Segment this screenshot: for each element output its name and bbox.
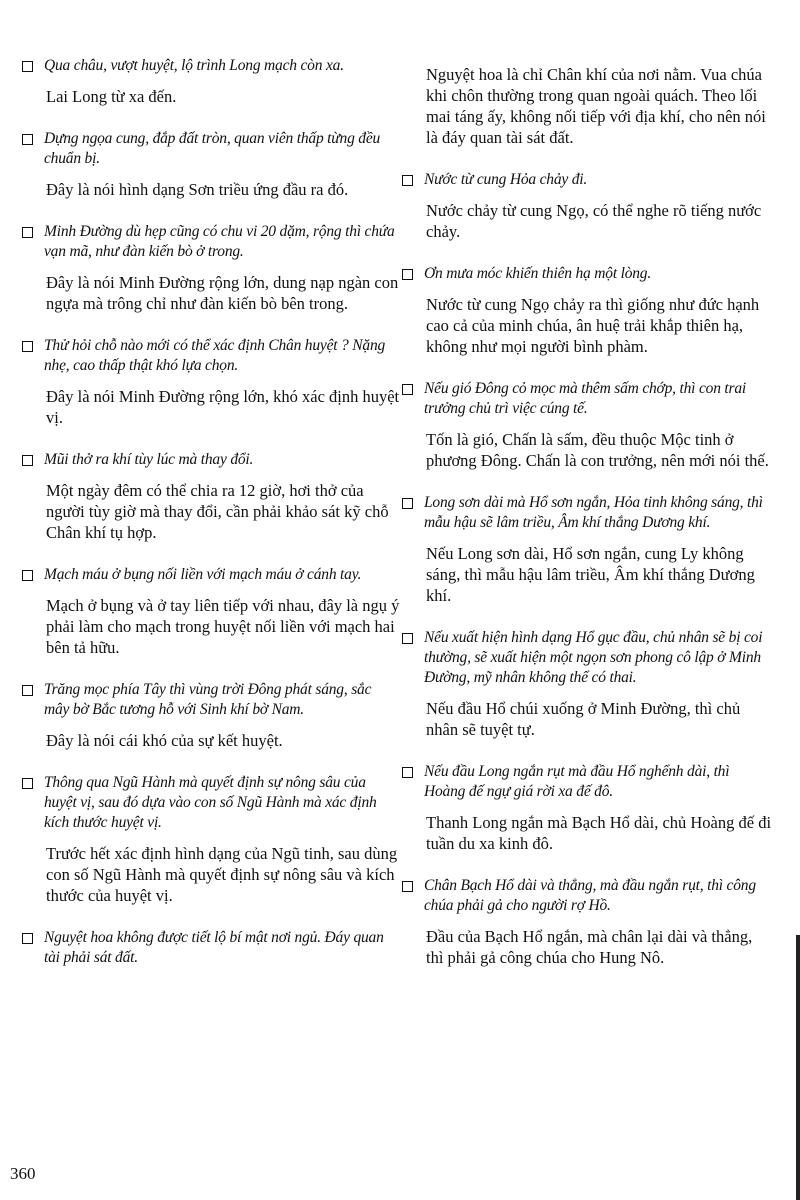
entry-12 — [402, 379, 772, 471]
entry-question: Nếu gió Đông cỏ mọc mà thêm sấm chớp, thì con trai trưởng chủ trì việc cúng tế. — [424, 380, 747, 417]
page-edge-shadow — [796, 935, 800, 1200]
checkbox-icon — [402, 498, 413, 509]
checkbox-icon — [402, 881, 413, 892]
entry-answer: Đây là nói cái khó của sự kết huyệt. — [46, 731, 283, 750]
checkbox-icon — [22, 455, 33, 466]
entry-8 — [22, 773, 400, 906]
entry-5 — [22, 450, 400, 543]
entry-answer: Nước từ cung Ngọ chảy ra thì giống như đức hạnh cao cả của minh chúa, ân huệ trải khắp thiên hạ, không như mọi người bình phàm. — [426, 295, 760, 356]
entry-question: Trăng mọc phía Tây thì vùng trời Đông phát sáng, sắc mây bờ Bắc tương hỗ với Sinh khí bờ Nam. — [44, 681, 372, 718]
entry-1 — [22, 56, 400, 107]
entry-15 — [402, 762, 772, 854]
entry-question: Mạch máu ở bụng nối liền với mạch máu ở cánh tay. — [44, 566, 362, 583]
entry-question: Nếu xuất hiện hình dạng Hổ gục đầu, chủ nhân sẽ bị coi thường, sẽ xuất hiện một ngọn sơn phong cô lập ở Minh Đường, mỹ nhân không thể có thai. — [424, 629, 763, 686]
entry-answer: Mạch ở bụng và ở tay liên tiếp với nhau, đây là ngụ ý phải làm cho mạch trong huyệt nối liền với mạch hai bên tả hữu. — [46, 596, 400, 657]
entry-answer: Đầu của Bạch Hổ ngắn, mà chân lại dài và thẳng, thì phải gả công chúa cho Hung Nô. — [426, 927, 753, 967]
entry-question: Nguyệt hoa không được tiết lộ bí mật nơi ngủ. Đáy quan tài phải sát đất. — [44, 929, 384, 966]
checkbox-icon — [22, 134, 33, 145]
entry-question: Minh Đường dù hẹp cũng có chu vi 20 dặm, rộng thì chứa vạn mã, như đàn kiến bò ở trong. — [44, 223, 395, 260]
entry-question: Chân Bạch Hổ dài và thẳng, mà đầu ngắn rụt, thì công chúa phải gả cho người rợ Hồ. — [424, 877, 756, 914]
entry-9 — [22, 928, 400, 968]
entry-7 — [22, 680, 400, 751]
checkbox-icon — [402, 269, 413, 280]
entry-answer: Đây là nói hình dạng Sơn triều ứng đầu ra đó. — [46, 180, 349, 199]
checkbox-icon — [22, 341, 33, 352]
entry-13 — [402, 493, 772, 606]
entry-question: Mũi thở ra khí tùy lúc mà thay đổi. — [44, 451, 254, 468]
continued-answer: Nguyệt hoa là chỉ Chân khí của nơi nằm. Vua chúa khi chôn thường trong quan ngoài quách. Theo lối mai táng ấy, không nối tiếp với địa khí, cho nên nói là đáy quan tài sát đất. — [426, 65, 766, 147]
entry-question: Ơn mưa móc khiến thiên hạ một lòng. — [424, 265, 652, 282]
checkbox-icon — [22, 685, 33, 696]
entry-answer: Thanh Long ngắn mà Bạch Hổ dài, chủ Hoàng đế đi tuần du xa kinh đô. — [426, 813, 772, 853]
entry-answer: Tốn là gió, Chấn là sấm, đều thuộc Mộc tinh ở phương Đông. Chấn là con trưởng, nên mới nói thế. — [426, 430, 769, 470]
entry-question: Long sơn dài mà Hổ sơn ngắn, Hỏa tinh không sáng, thì mẫu hậu sẽ lâm triều, Âm khí thắng Dương khí. — [424, 494, 763, 531]
entry-6 — [22, 565, 400, 658]
entry-answer: Đây là nói Minh Đường rộng lớn, dung nạp ngàn con ngựa mà trông chỉ như đàn kiến bò bên trong. — [46, 273, 399, 313]
entry-3 — [22, 222, 400, 314]
entry-question: Dựng ngọa cung, đắp đất tròn, quan viên thấp từng đều chuẩn bị. — [44, 130, 381, 167]
entry-4 — [22, 336, 400, 428]
checkbox-icon — [22, 933, 33, 944]
entry-16 — [402, 876, 772, 968]
entry-answer: Nước chảy từ cung Ngọ, có thể nghe rõ tiếng nước chảy. — [426, 201, 762, 241]
checkbox-icon — [402, 767, 413, 778]
entry-2 — [22, 129, 400, 200]
checkbox-icon — [402, 384, 413, 395]
entry-question: Thông qua Ngũ Hành mà quyết định sự nông sâu của huyệt vị, sau đó dựa vào con số Ngũ Hành mà xác định kích thước huyệt vị. — [44, 774, 377, 831]
entry-answer: Đây là nói Minh Đường rộng lớn, khó xác định huyệt vị. — [46, 387, 400, 427]
entry-answer: Lai Long từ xa đến. — [46, 87, 177, 106]
entry-answer: Một ngày đêm có thể chia ra 12 giờ, hơi thở của người tùy giờ mà thay đổi, cần phải khảo sát kỹ chỗ Chân khí tụ hợp. — [46, 481, 389, 542]
right-column — [402, 56, 772, 990]
entry-answer: Nếu đầu Hổ chúi xuống ở Minh Đường, thì chủ nhân sẽ tuyệt tự. — [426, 699, 741, 739]
page-number: 360 — [10, 1164, 36, 1183]
checkbox-icon — [22, 570, 33, 581]
entry-10 — [402, 170, 772, 242]
checkbox-icon — [22, 227, 33, 238]
entry-answer: Nếu Long sơn dài, Hổ sơn ngắn, cung Ly không sáng, thì mẫu hậu lâm triều, Âm khí thắng Dương khí. — [426, 544, 755, 605]
checkbox-icon — [22, 778, 33, 789]
entry-question: Thử hỏi chỗ nào mới có thể xác định Chân huyệt ? Nặng nhẹ, cao thấp thật khó lựa chọn. — [44, 337, 386, 374]
entry-answer: Trước hết xác định hình dạng của Ngũ tinh, sau dùng con số Ngũ Hành mà quyết định sự nông sâu và kích thước của huyệt vị. — [46, 844, 398, 905]
checkbox-icon — [402, 175, 413, 186]
entry-question: Qua châu, vượt huyệt, lộ trình Long mạch còn xa. — [44, 57, 344, 74]
entry-11 — [402, 264, 772, 357]
entry-question: Nước từ cung Hỏa chảy đi. — [424, 171, 588, 188]
checkbox-icon — [402, 633, 413, 644]
left-column — [22, 56, 400, 990]
checkbox-icon — [22, 61, 33, 72]
entry-14 — [402, 628, 772, 740]
entry-question: Nếu đầu Long ngắn rụt mà đầu Hổ nghểnh dài, thì Hoàng đế ngự giá rời xa đế đô. — [424, 763, 730, 800]
